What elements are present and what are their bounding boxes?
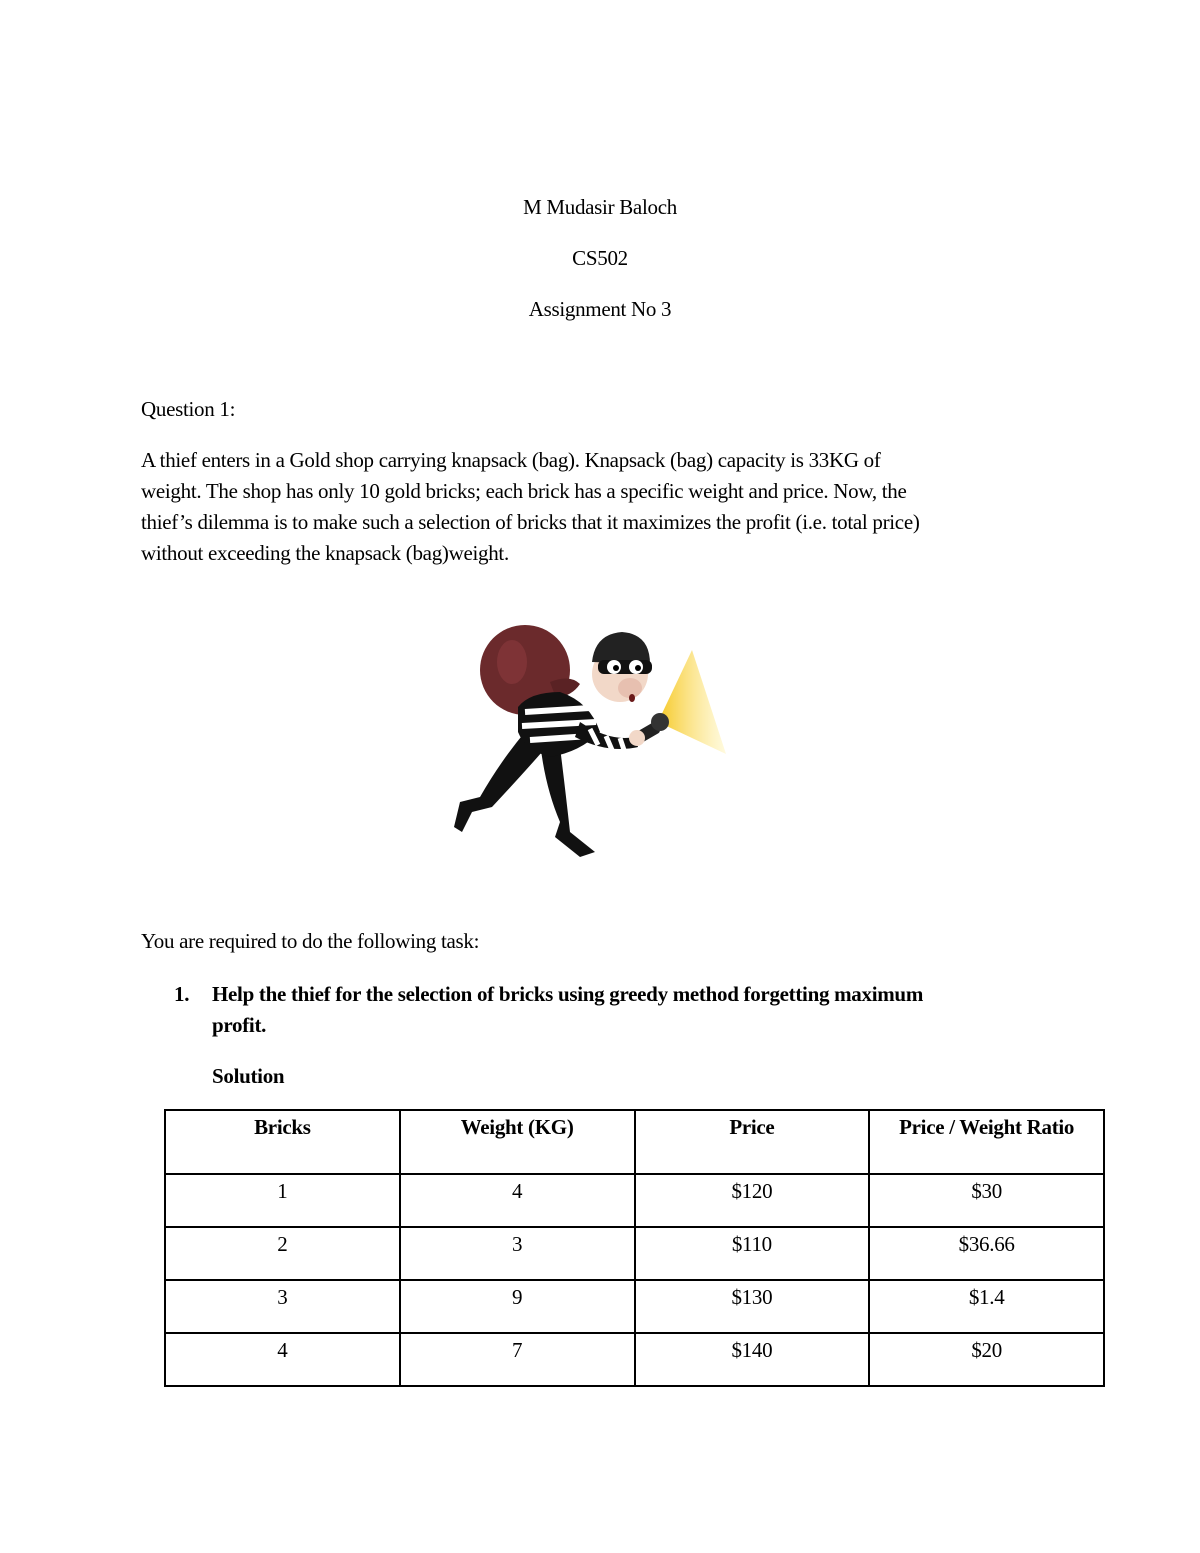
task-item-number: 1. <box>174 982 190 1006</box>
author-name: M Mudasir Baloch <box>523 195 677 219</box>
table-header-row <box>165 1110 1104 1174</box>
cell-price: $130 <box>635 1280 870 1333</box>
column-header-weight: Weight (KG) <box>400 1110 635 1174</box>
solution-label: Solution <box>212 1064 285 1088</box>
question-line-2: weight. The shop has only 10 gold bricks; each brick has a specific weight and price. Now, the <box>141 479 907 503</box>
question-label: Question 1: <box>141 397 236 421</box>
table-row <box>165 1333 1104 1386</box>
thief-with-sack-and-flashlight-icon <box>430 612 740 882</box>
table-row <box>165 1227 1104 1280</box>
column-header-price: Price <box>635 1110 870 1174</box>
cell-weight: 9 <box>400 1280 635 1333</box>
question-line-3: thief’s dilemma is to make such a selection of bricks that it maximizes the profit (i.e. total price) <box>141 510 920 534</box>
cell-brick: 3 <box>165 1280 400 1333</box>
task-item-line-1: Help the thief for the selection of bricks using greedy method forgetting maximum <box>212 982 924 1006</box>
assignment-title: Assignment No 3 <box>528 297 672 321</box>
course-code: CS502 <box>572 246 628 270</box>
table-row <box>165 1174 1104 1227</box>
bricks-table <box>164 1109 1105 1387</box>
cell-weight: 7 <box>400 1333 635 1386</box>
column-header-ratio: Price / Weight Ratio <box>869 1110 1104 1174</box>
task-intro: You are required to do the following task: <box>141 929 480 953</box>
task-item-line-2: profit. <box>212 1013 267 1037</box>
table-row <box>165 1280 1104 1333</box>
question-line-4: without exceeding the knapsack (bag)weight. <box>141 541 509 565</box>
cell-price: $110 <box>635 1227 870 1280</box>
cell-ratio: $20 <box>869 1333 1104 1386</box>
cell-price: $120 <box>635 1174 870 1227</box>
cell-brick: 2 <box>165 1227 400 1280</box>
cell-ratio: $36.66 <box>869 1227 1104 1280</box>
cell-brick: 4 <box>165 1333 400 1386</box>
cell-ratio: $1.4 <box>869 1280 1104 1333</box>
cell-weight: 3 <box>400 1227 635 1280</box>
cell-price: $140 <box>635 1333 870 1386</box>
cell-ratio: $30 <box>869 1174 1104 1227</box>
cell-brick: 1 <box>165 1174 400 1227</box>
cell-weight: 4 <box>400 1174 635 1227</box>
column-header-bricks: Bricks <box>165 1110 400 1174</box>
question-line-1: A thief enters in a Gold shop carrying knapsack (bag). Knapsack (bag) capacity is 33KG of <box>141 448 881 472</box>
